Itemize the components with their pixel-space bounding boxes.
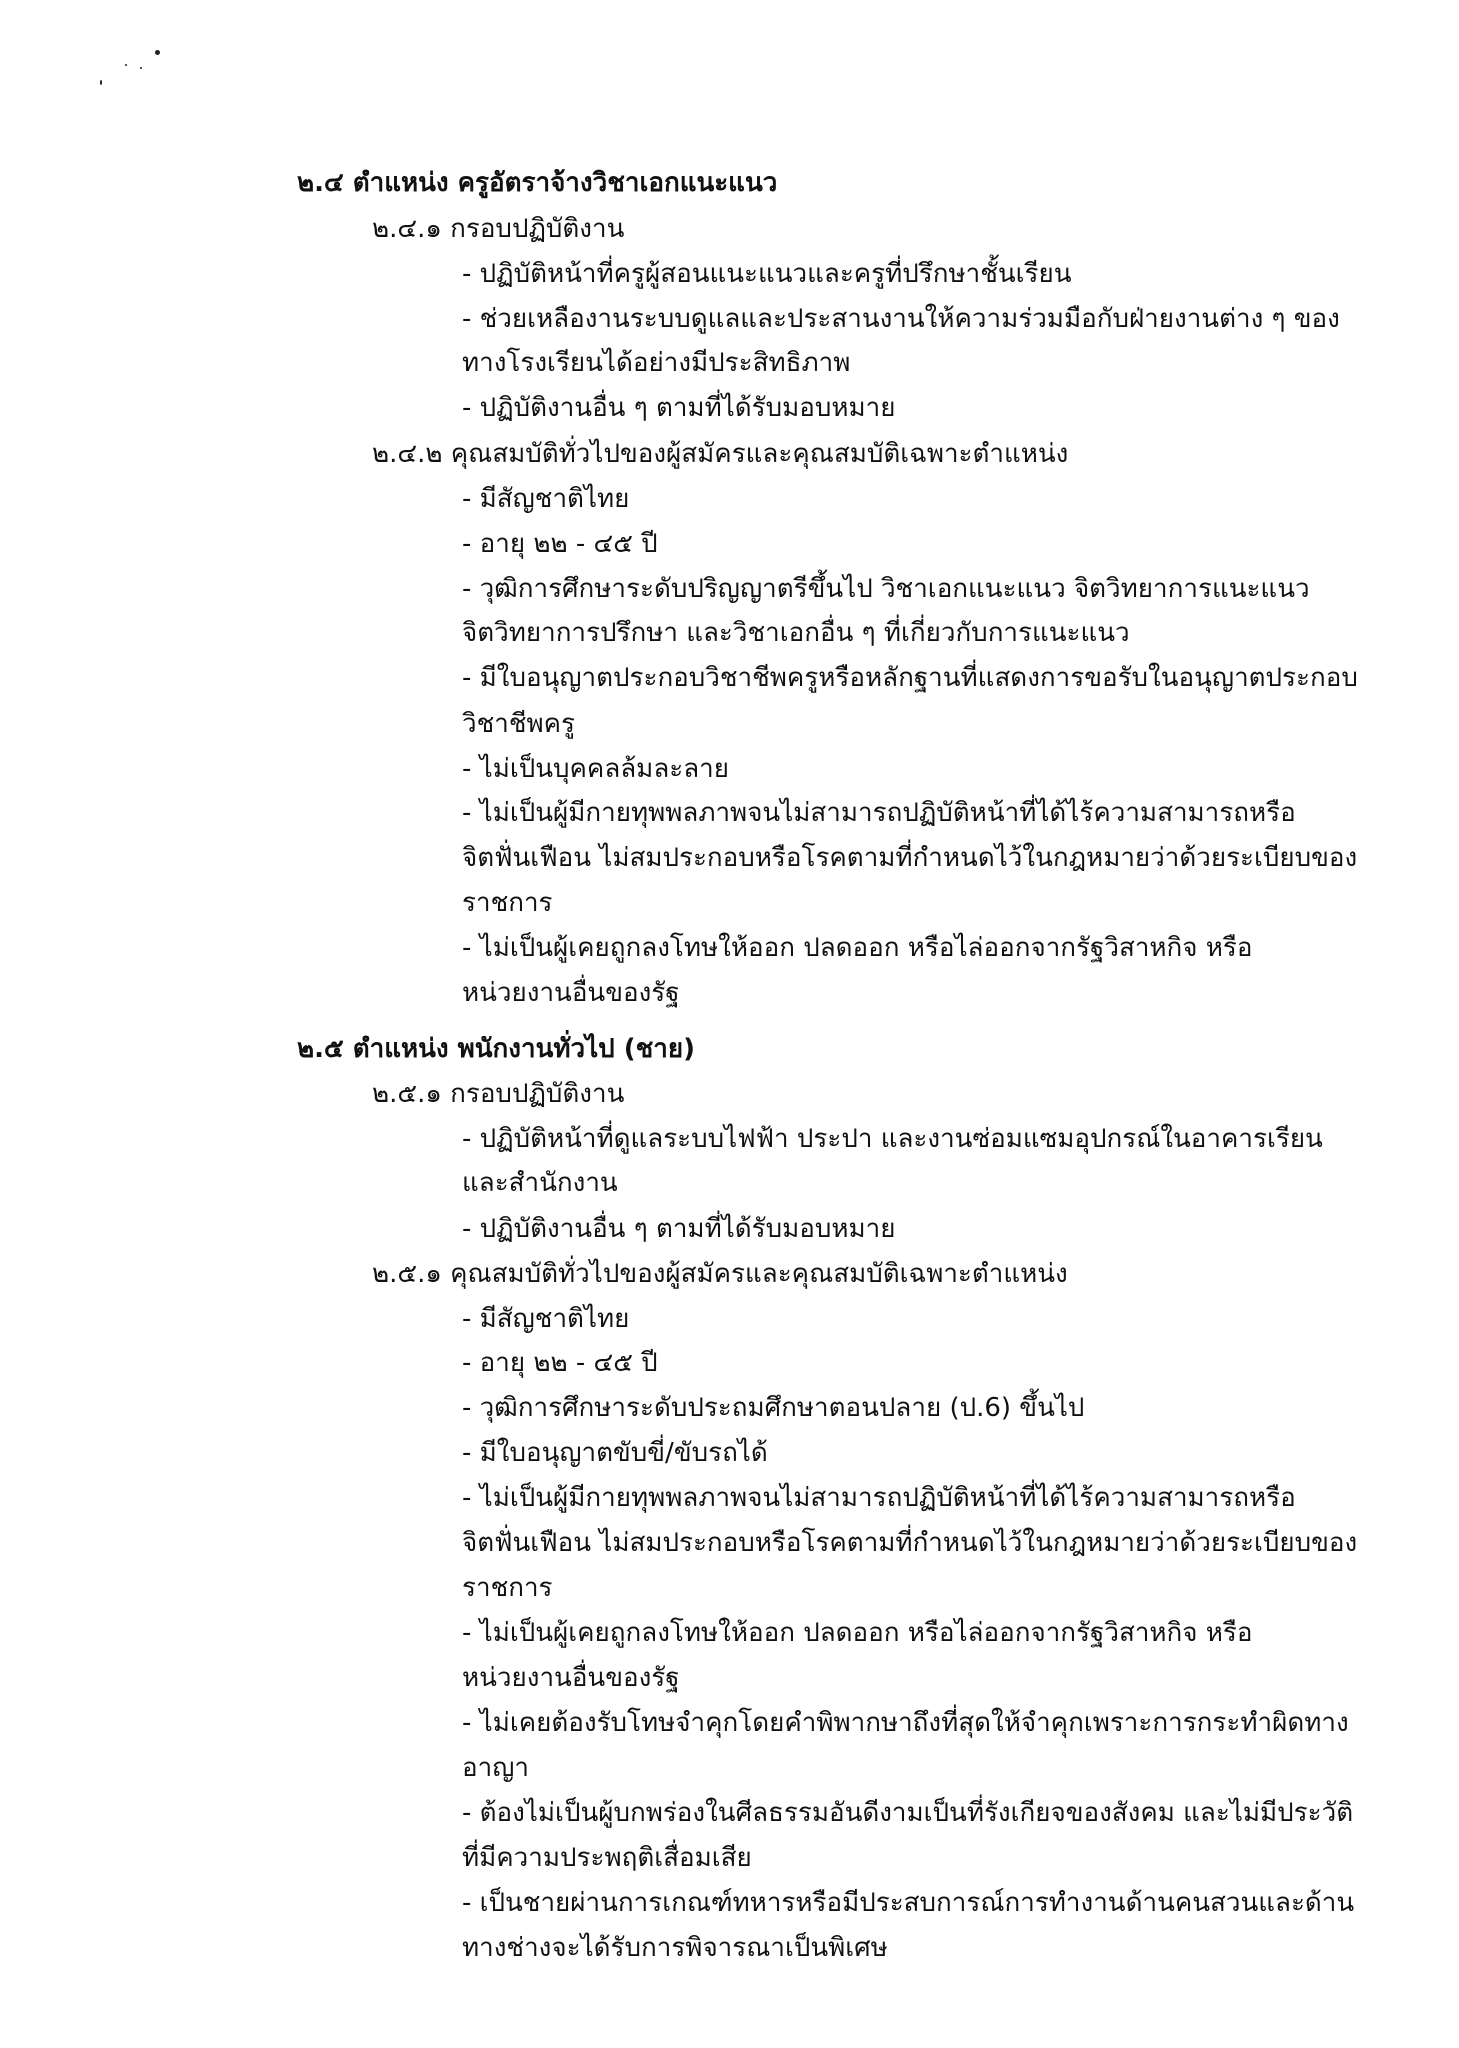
text-line: - มีสัญชาติไทย	[462, 484, 630, 514]
text-line: - ไม่เป็นผู้เคยถูกลงโทษให้ออก ปลดออก หรือไล่ออกจากรัฐวิสาหกิจ หรือ	[462, 1618, 1253, 1648]
text-line: - มีสัญชาติไทย	[462, 1304, 630, 1334]
text-line: - ปฏิบัติงานอื่น ๆ ตามที่ได้รับมอบหมาย	[462, 1214, 896, 1244]
text-line: จิตวิทยาการปรึกษา และวิชาเอกอื่น ๆ ที่เกี่ยวกับการแนะแนว	[462, 618, 1130, 648]
text-line: - ไม่เคยต้องรับโทษจำคุกโดยคำพิพากษาถึงที่สุดให้จำคุกเพราะการกระทำผิดทาง	[462, 1708, 1349, 1738]
text-line: - มีใบอนุญาตประกอบวิชาชีพครูหรือหลักฐานที่แสดงการขอรับในอนุญาตประกอบ	[462, 663, 1358, 693]
text-line: - มีใบอนุญาตขับขี่/ขับรถได้	[462, 1438, 768, 1468]
subsection-heading: ๒.๔.๑ กรอบปฏิบัติงาน	[372, 214, 625, 244]
text-line: อาญา	[462, 1753, 529, 1783]
text-line: หน่วยงานอื่นของรัฐ	[462, 1663, 680, 1693]
text-line: - ต้องไม่เป็นผู้บกพร่องในศีลธรรมอันดีงามเป็นที่รังเกียจของสังคม และไม่มีประวัติ	[462, 1798, 1354, 1828]
text-line: - ไม่เป็นผู้มีกายทุพพลภาพจนไม่สามารถปฏิบัติหน้าที่ได้ไร้ความสามารถหรือ	[462, 798, 1296, 828]
subsection-heading: ๒.๔.๒ คุณสมบัติทั่วไปของผู้สมัครและคุณสมบัติเฉพาะตำแหน่ง	[372, 439, 1069, 469]
text-line: - ช่วยเหลืองานระบบดูแลและประสานงานให้ความร่วมมือกับฝ่ายงานต่าง ๆ ของ	[462, 304, 1340, 334]
text-line: - อายุ ๒๒ - ๔๕ ปี	[462, 1348, 658, 1378]
text-line: - ไม่เป็นผู้เคยถูกลงโทษให้ออก ปลดออก หรือไล่ออกจากรัฐวิสาหกิจ หรือ	[462, 933, 1253, 963]
text-line: - วุฒิการศึกษาระดับปริญญาตรีขึ้นไป วิชาเอกแนะแนว จิตวิทยาการแนะแนว	[462, 574, 1310, 604]
text-line: ราชการ	[462, 888, 553, 918]
text-line: ราชการ	[462, 1573, 553, 1603]
text-line: จิตฟั่นเฟือน ไม่สมประกอบหรือโรคตามที่กำหนดไว้ในกฎหมายว่าด้วยระเบียบของ	[462, 843, 1358, 873]
text-line: - ปฏิบัติหน้าที่ครูผู้สอนแนะแนวและครูที่ปรึกษาชั้นเรียน	[462, 259, 1072, 289]
text-line: จิตฟั่นเฟือน ไม่สมประกอบหรือโรคตามที่กำหนดไว้ในกฎหมายว่าด้วยระเบียบของ	[462, 1528, 1358, 1558]
text-line: - ไม่เป็นผู้มีกายทุพพลภาพจนไม่สามารถปฏิบัติหน้าที่ได้ไร้ความสามารถหรือ	[462, 1483, 1296, 1513]
text-line: ที่มีความประพฤติเสื่อมเสีย	[462, 1843, 752, 1873]
text-line: - อายุ ๒๒ - ๔๕ ปี	[462, 529, 658, 559]
text-line: วิชาชีพครู	[462, 709, 575, 739]
text-line: - ไม่เป็นบุคคลล้มละลาย	[462, 754, 729, 784]
text-line: ทางช่างจะได้รับการพิจารณาเป็นพิเศษ	[462, 1933, 888, 1963]
text-line: - ปฏิบัติหน้าที่ดูแลระบบไฟฟ้า ประปา และงานซ่อมแซมอุปกรณ์ในอาคารเรียน	[462, 1124, 1323, 1154]
text-line: - เป็นชายผ่านการเกณฑ์ทหารหรือมีประสบการณ์การทำงานด้านคนสวนและด้าน	[462, 1888, 1355, 1918]
text-line: และสำนักงาน	[462, 1168, 618, 1198]
text-line: ทางโรงเรียนได้อย่างมีประสิทธิภาพ	[462, 348, 851, 378]
section-heading: ๒.๔ ตำแหน่ง ครูอัตราจ้างวิชาเอกแนะแนว	[297, 168, 778, 198]
text-line: - ปฏิบัติงานอื่น ๆ ตามที่ได้รับมอบหมาย	[462, 393, 896, 423]
subsection-heading: ๒.๕.๑ กรอบปฏิบัติงาน	[372, 1079, 625, 1109]
text-line: - วุฒิการศึกษาระดับประถมศึกษาตอนปลาย (ป.6) ขึ้นไป	[462, 1393, 1085, 1423]
subsection-heading: ๒.๕.๑ คุณสมบัติทั่วไปของผู้สมัครและคุณสมบัติเฉพาะตำแหน่ง	[372, 1259, 1068, 1289]
text-line: หน่วยงานอื่นของรัฐ	[462, 978, 680, 1008]
section-heading: ๒.๕ ตำแหน่ง พนักงานทั่วไป (ชาย)	[297, 1034, 695, 1064]
